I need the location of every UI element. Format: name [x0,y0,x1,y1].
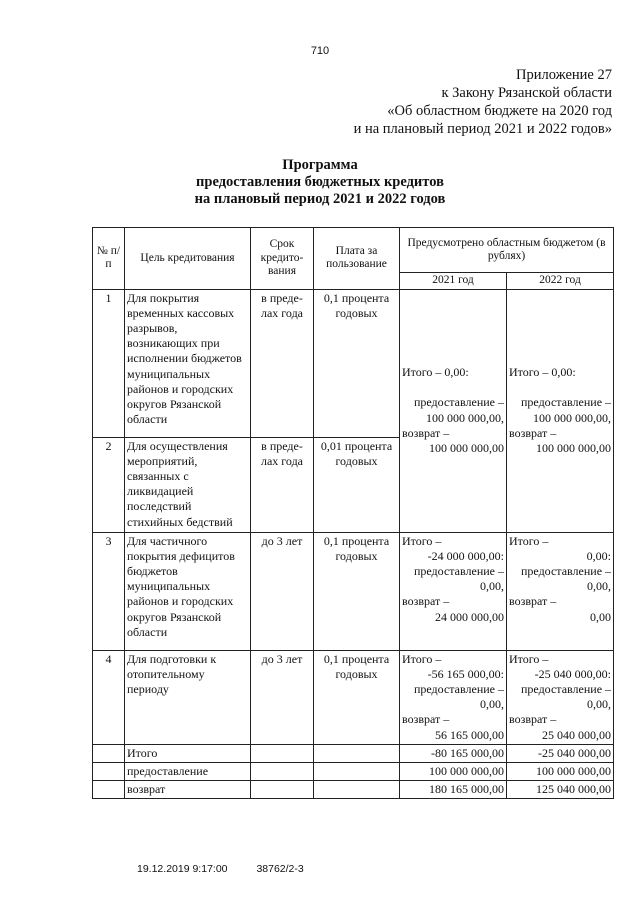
budget-ret-label: возврат – [402,425,450,440]
budget-prov-label: предоставление – [520,681,612,696]
budget-itogo-label: Итого – [509,533,549,548]
totals-2022: 125 040 000,00 [507,781,614,799]
totals-label: предоставление [125,762,251,780]
header-year-2021: 2021 год [400,273,507,290]
budget-prov-label: предоставление – [413,681,504,696]
page-footer [137,863,330,875]
table-row [93,650,614,744]
budget-itogo-value: -24 000 000,00: [427,548,504,563]
budget-ret-label: возврат – [509,712,557,727]
budget-2021-row-3 [400,532,507,650]
appendix-line: к Закону Рязанской области [441,85,612,101]
budget-2022-row-3 [507,532,614,650]
row-purpose: Для подготовки к отопительному периоду [125,650,251,744]
totals-row [93,744,614,762]
budget-itogo-label: Итого – [402,651,442,666]
header-purpose: Цель кредитования [125,228,251,290]
row-num: 4 [93,650,125,744]
document-title [0,157,640,208]
title-line: предоставления бюджетных кредитов [196,174,444,190]
row-fee: 0,01 процента годовых [314,437,400,532]
row-purpose: Для покрытия временных кассовых разрывов, возникающих при исполнении бюджетов муниципальных районов и городских округов Рязанской области [125,289,251,437]
appendix-line: и на плановый период 2021 и 2022 годов» [353,121,612,137]
budget-itogo-value: -56 165 000,00: [427,666,504,681]
budget-ret-label: возврат – [402,712,450,727]
budget-ret-label: возврат – [402,594,450,609]
footer-datetime: 19.12.2019 9:17:00 [137,863,228,875]
footer-doc-id: 38762/2-3 [256,863,304,875]
budget-2021-row-4 [400,650,507,744]
totals-2022: 100 000 000,00 [507,762,614,780]
row-term: в преде-лах года [251,289,314,437]
table-row [93,289,614,437]
budget-ret-value: 100 000 000,00 [429,440,504,455]
appendix-header [354,66,612,138]
budget-2022-row-4 [507,650,614,744]
row-purpose: Для частичного покрытия дефицитов бюджетов муниципальных районов и городских округов Рязанской области [125,532,251,650]
table-row [93,532,614,650]
row-term: до 3 лет [251,650,314,744]
header-term: Срок кредито-вания [251,228,314,290]
budget-itogo: Итого – 0,00: [509,364,576,379]
budget-itogo-label: Итого – [402,533,442,548]
budget-ret-value: 25 040 000,00 [542,727,612,742]
row-term: до 3 лет [251,532,314,650]
row-purpose: Для осуществления мероприятий, связанных с ликвидацией последствий стихийных бедствий [125,437,251,532]
totals-2021: -80 165 000,00 [400,744,507,762]
totals-row [93,781,614,799]
budget-prov-label: предоставление – [413,395,504,410]
budget-ret-label: возврат – [509,425,557,440]
totals-2021: 100 000 000,00 [400,762,507,780]
appendix-line: «Об областном бюджете на 2020 год [387,103,612,119]
budget-prov-value: 0,00, [480,697,504,712]
budget-prov-value: 100 000 000,00, [426,410,504,425]
header-num: № п/п [93,228,125,290]
budget-ret-value: 0,00 [590,609,612,624]
budget-prov-value: 100 000 000,00, [533,410,612,425]
budget-prov-label: предоставление – [413,563,504,578]
row-term: в преде-лах года [251,437,314,532]
budget-itogo-value: 0,00: [586,548,612,563]
totals-row [93,762,614,780]
row-num: 1 [93,289,125,437]
row-fee: 0,1 процента годовых [314,650,400,744]
row-num: 3 [93,532,125,650]
appendix-line: Приложение 27 [516,67,612,83]
budget-ret-value: 24 000 000,00 [435,609,504,624]
budget-prov-value: 0,00, [480,579,504,594]
budget-prov-value: 0,00, [587,579,612,594]
row-fee: 0,1 процента годовых [314,289,400,437]
budget-itogo-value: -25 040 000,00: [534,666,612,681]
budget-prov-label: предоставление – [520,563,612,578]
totals-label: Итого [125,744,251,762]
budget-itogo-label: Итого – [509,651,549,666]
budget-ret-value: 56 165 000,00 [435,727,504,742]
totals-2022: -25 040 000,00 [507,744,614,762]
budget-ret-label: возврат – [509,594,557,609]
totals-label: возврат [125,781,251,799]
budget-ret-value: 100 000 000,00 [536,440,612,455]
title-line: Программа [282,157,358,173]
budget-prov-value: 0,00, [587,697,612,712]
totals-2021: 180 165 000,00 [400,781,507,799]
title-line: на плановый период 2021 и 2022 годов [194,191,446,207]
budget-prov-label: предоставление – [520,395,612,410]
credit-program-table [92,227,614,799]
row-fee: 0,1 процента годовых [314,532,400,650]
budget-2021-rows-1-2 [400,289,507,532]
budget-itogo: Итого – 0,00: [402,364,469,379]
page-number: 710 [310,45,330,57]
header-year-2022: 2022 год [507,273,614,290]
row-num: 2 [93,437,125,532]
header-budget: Предусмотрено областным бюджетом (в рублях) [400,228,614,273]
header-fee: Плата за пользование [314,228,400,290]
budget-2022-rows-1-2 [507,289,614,532]
